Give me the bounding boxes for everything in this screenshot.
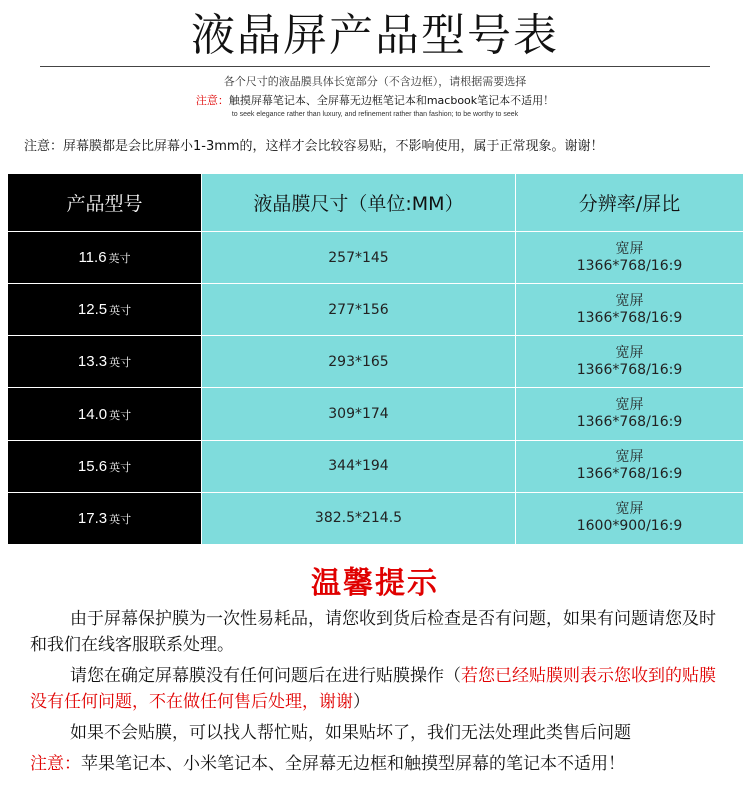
header-resolution: 分辨率/屏比 <box>516 174 744 232</box>
spec-table <box>7 173 744 545</box>
model-cell: 14.0 英寸 <box>8 388 202 440</box>
table-row <box>8 232 744 284</box>
slogan: to seek elegance rather than luxury, and refinement rather than fashion; to be worthy to seek <box>231 111 519 118</box>
film-size-cell: 309*174 <box>202 388 516 440</box>
page-title: 液晶屏产品型号表 <box>191 10 559 61</box>
resolution-cell: 宽屏 1366*768/16:9 <box>516 336 744 388</box>
tips-paragraph-2: 请您在确定屏幕膜没有任何问题后在进行贴膜操作（若您已经贴膜则表示您收到的贴膜没有任何问题，不在做任何售后处理，谢谢） <box>30 666 716 712</box>
warning-line <box>0 92 750 108</box>
model-cell: 12.5 英寸 <box>8 284 202 336</box>
table-row <box>8 492 744 544</box>
model-cell: 17.3 英寸 <box>8 492 202 544</box>
resolution-cell: 宽屏 1600*900/16:9 <box>516 492 744 544</box>
film-size-cell: 344*194 <box>202 440 516 492</box>
resolution-cell: 宽屏 1366*768/16:9 <box>516 388 744 440</box>
film-size-cell: 277*156 <box>202 284 516 336</box>
table-row <box>8 336 744 388</box>
tips-title: 温馨提示 <box>311 566 439 601</box>
tips-paragraph-4: 注意：苹果笔记本、小米笔记本、全屏幕无边框和触摸型屏幕的笔记本不适用！ <box>30 754 625 774</box>
warning-text: 触摸屏幕笔记本、全屏幕无边框笔记本和macbook笔记本不适用！ <box>228 94 555 107</box>
model-cell: 11.6 英寸 <box>8 232 202 284</box>
table-row <box>8 284 744 336</box>
resolution-cell: 宽屏 1366*768/16:9 <box>516 440 744 492</box>
film-size-cell: 257*145 <box>202 232 516 284</box>
title-divider <box>40 66 710 67</box>
warning-label: 注意： <box>195 94 229 107</box>
model-cell: 15.6 英寸 <box>8 440 202 492</box>
header-model: 产品型号 <box>8 174 202 232</box>
film-size-cell: 293*165 <box>202 336 516 388</box>
header-film-size: 液晶膜尺寸（单位:MM） <box>202 174 516 232</box>
table-row <box>8 388 744 440</box>
model-cell: 13.3 英寸 <box>8 336 202 388</box>
tips-paragraph-1: 由于屏幕保护膜为一次性易耗品，请您收到货后检查是否有问题，如果有问题请您及时和我们在线客服联系处理。 <box>30 609 716 655</box>
resolution-cell: 宽屏 1366*768/16:9 <box>516 284 744 336</box>
table-row <box>8 440 744 492</box>
resolution-cell: 宽屏 1366*768/16:9 <box>516 232 744 284</box>
subtitle: 各个尺寸的液晶膜具体长宽部分（不含边框），请根据需要选择 <box>223 75 527 88</box>
size-note: 注意：屏幕膜都是会比屏幕小1-3mm的，这样才会比较容易贴，不影响使用，属于正常现象。谢谢！ <box>24 139 604 154</box>
table-header-row <box>8 174 744 232</box>
tips-paragraph-3: 如果不会贴膜，可以找人帮忙贴，如果贴坏了，我们无法处理此类售后问题 <box>70 723 631 743</box>
film-size-cell: 382.5*214.5 <box>202 492 516 544</box>
